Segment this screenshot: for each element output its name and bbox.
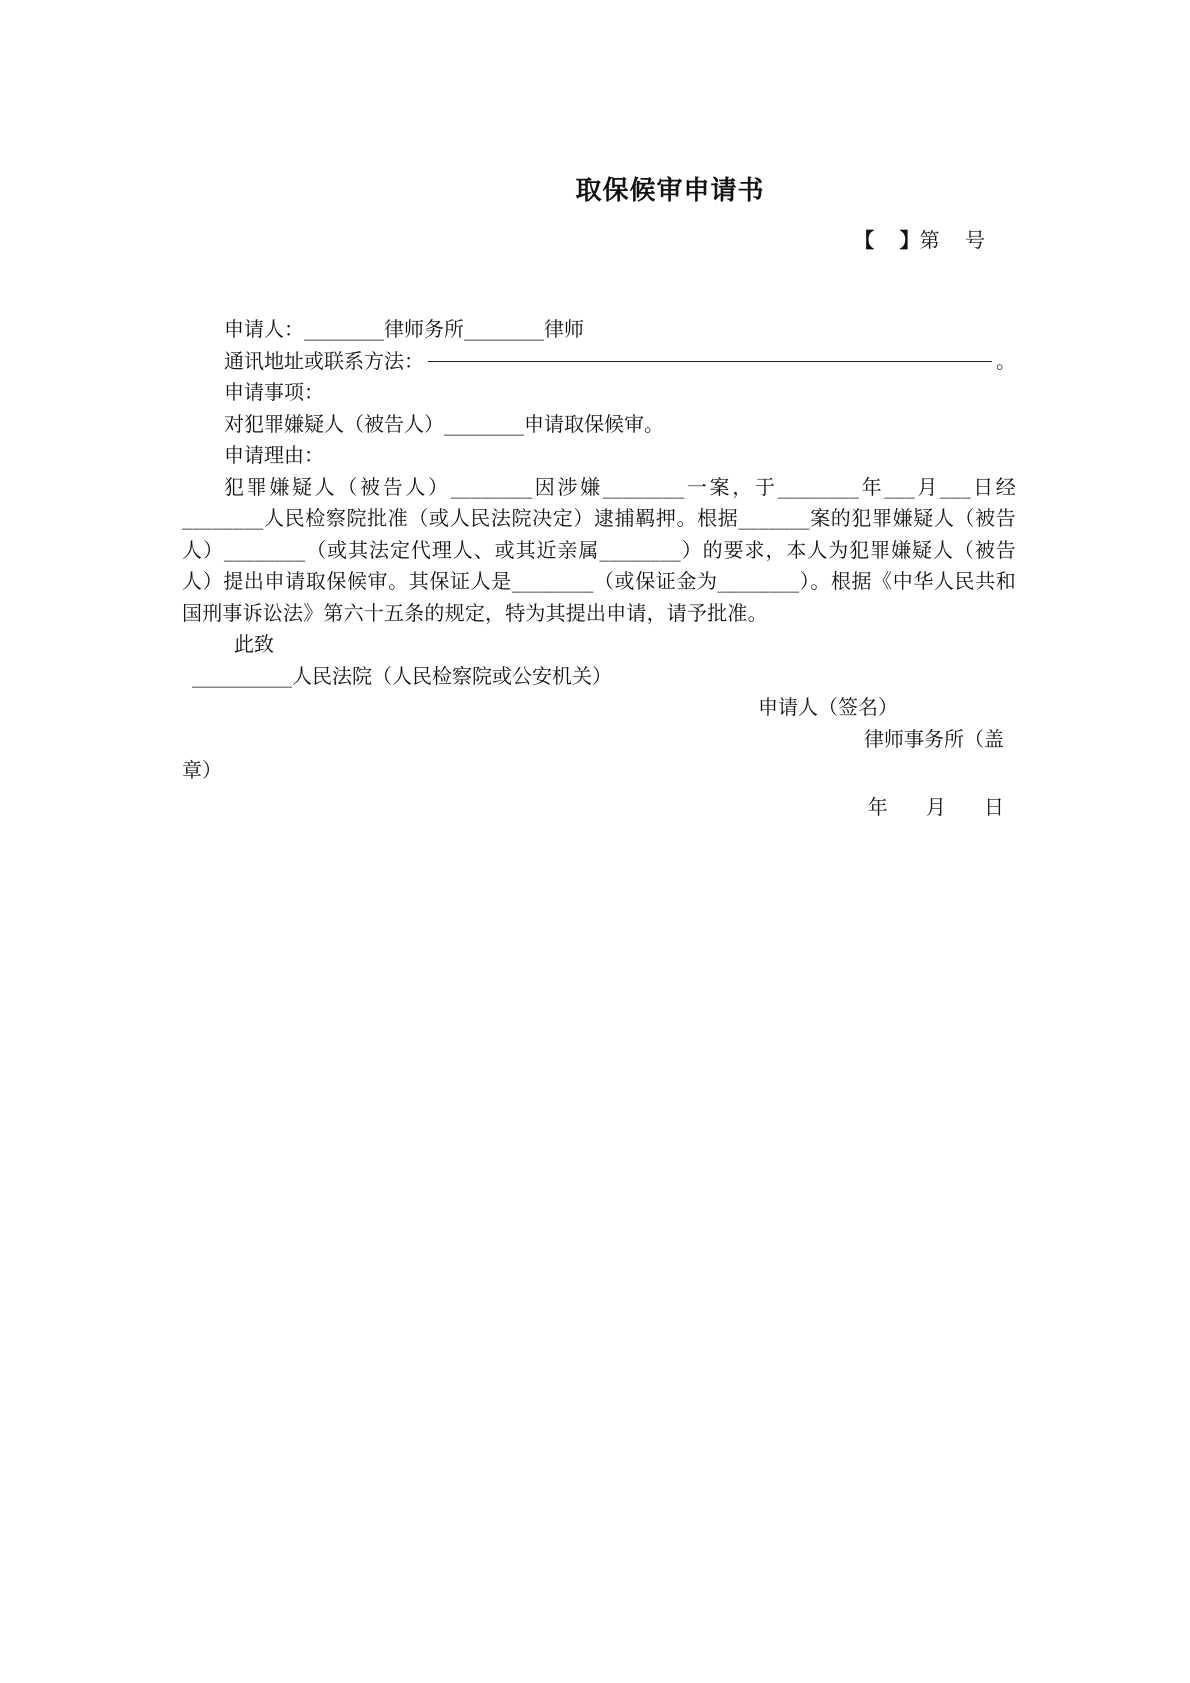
address-label: 通讯地址或联系方法： — [224, 348, 424, 373]
label-di: 第 — [919, 228, 940, 252]
document-body — [182, 314, 1016, 823]
label-hao: 号 — [965, 228, 985, 252]
reason-label: 申请理由： — [224, 443, 324, 467]
address-end: 。 — [996, 348, 1016, 373]
number-spacer — [940, 228, 965, 252]
applicant-line: 申请人：________律师务所________律师 — [224, 317, 584, 341]
reason-paragraph: 犯罪嫌疑人（被告人）________因涉嫌________一案，于________年___月___日经________人民检察院批准（或人民法院决定）逮捕羁押。根据_______案的犯罪嫌疑人（被告人）________（或其法定代理人、或其近亲属________）的要求，本人为犯罪嫌疑人（被告人）提出申请取保候审。其保证人是________（或保证金为________）。根据《中华人民共和国刑事诉讼法》第六十五条的规定，特为其提出申请，请予批准。 — [182, 474, 1016, 625]
firm-seal-line: 律师事务所（盖 — [864, 726, 1004, 751]
applicant-signature: 申请人（签名） — [758, 695, 898, 719]
document-title: 取保候审申请书 — [575, 176, 765, 206]
matter-text: 对犯罪嫌疑人（被告人）________申请取保候审。 — [224, 411, 664, 436]
matter-label: 申请事项： — [224, 380, 324, 404]
right-bracket: 】 — [899, 228, 920, 252]
document-number — [854, 224, 985, 253]
date-line: 年 月 日 — [867, 794, 1004, 819]
firm-seal-tail: 章） — [182, 758, 222, 782]
left-bracket: 【 — [854, 228, 875, 252]
number-gap — [874, 228, 899, 252]
greeting: 此致 — [234, 632, 274, 656]
address-blank — [428, 343, 992, 362]
recipient-line: __________人民法院（人民检察院或公安机关） — [192, 663, 612, 688]
address-line — [182, 346, 1016, 378]
